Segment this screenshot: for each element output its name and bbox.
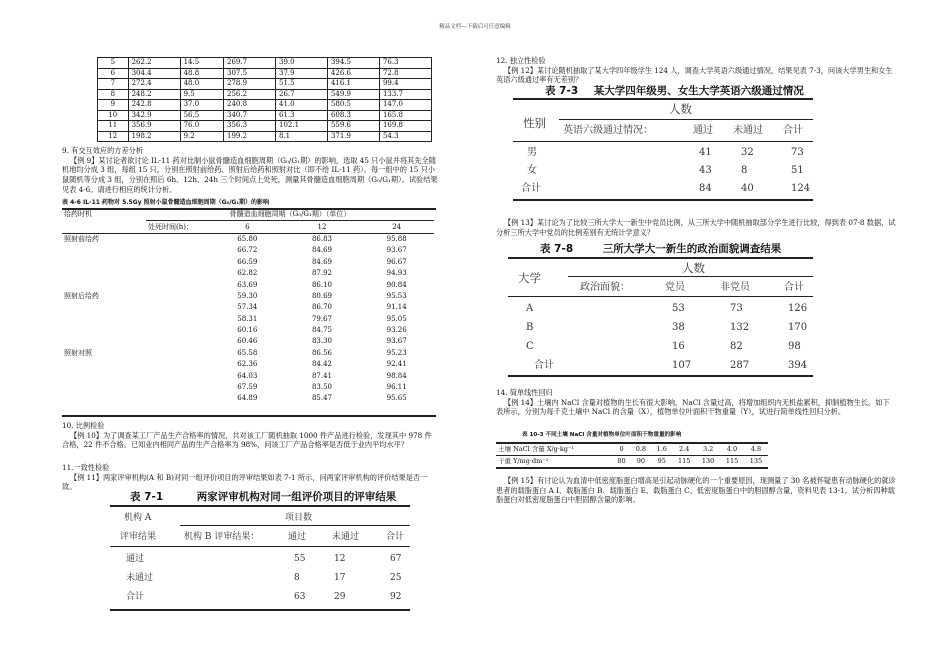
table-10-3-row-label: 干重 Y/mg·dm⁻² xyxy=(498,457,549,466)
table-cell: 62.82 xyxy=(237,269,258,278)
spacer-cell xyxy=(146,348,210,359)
table-cell: 57.34 xyxy=(237,303,258,312)
table-cell: 51.5 xyxy=(275,79,327,90)
table-7-8-cell: 73 xyxy=(730,303,743,314)
section-9-paragraph: 【例 9】某讨论者欲讨论 IL-11 药对比制小鼠骨髓造血细胞周期（G₀/G₁期）的影响，选取 45 只小鼠并将其先全随机地均分成 3 组，每组 15 只，分别在照射前给药、照射后给药和照射对比（即不给 IL-11 药）。每一组中的 15 只小鼠随机等分成 3 组，分别在照后 6h、12h、24h 三个时间点上处死，测量其骨髓造血细胞周期（G₀/G₁期）。试验结果见表 4-6。请进行相应的统计分析。 xyxy=(62,155,438,194)
table-cell: 83.50 xyxy=(311,383,332,392)
table-10-3-cell: 135 xyxy=(749,457,763,466)
table-cell: 133.7 xyxy=(379,89,431,100)
table-7-1-col: 通过 xyxy=(288,532,307,542)
table-10-3 xyxy=(496,444,768,467)
spacer-cell xyxy=(146,336,210,347)
group-label-empty xyxy=(62,359,146,370)
table-cell: 240.8 xyxy=(224,100,276,111)
section-14 xyxy=(496,388,896,417)
group-label: 照射前给药 xyxy=(64,234,99,243)
spacer-cell xyxy=(146,314,210,325)
table-7-8-cell: 287 xyxy=(730,360,750,371)
section-14-title: 14. 简单线性回归 xyxy=(496,388,553,397)
table-cell: 80.69 xyxy=(311,291,332,300)
table-10-3-cell: 0 xyxy=(619,445,624,454)
table-cell: 8 xyxy=(98,89,129,100)
table-10-3-row-label: 土壤 NaCl 含量 X/g·kg⁻¹ xyxy=(498,445,574,454)
table-10-3-cell: 115 xyxy=(677,457,691,466)
table-cell: 85.47 xyxy=(311,394,332,403)
table-10-3-cell: 80 xyxy=(617,457,626,466)
table-cell: 83.30 xyxy=(311,337,332,346)
spacer-cell xyxy=(146,302,210,313)
section-11-title: 11.一致性检验 xyxy=(62,463,110,472)
table-row xyxy=(98,79,432,90)
table-7-8-row-label: A xyxy=(526,303,534,314)
spacer-cell xyxy=(146,268,210,279)
table-row xyxy=(98,121,432,132)
table-7-8-cell: 132 xyxy=(730,322,750,333)
section-11 xyxy=(62,463,438,492)
table-4-6-time: 24 xyxy=(392,222,402,231)
section-9-title: 9. 有交互效应的方差分析 xyxy=(62,146,144,155)
table-7-8-cell: 16 xyxy=(672,341,685,352)
table-cell: 86.70 xyxy=(311,303,332,312)
table-cell: 9.2 xyxy=(180,131,223,142)
table-row xyxy=(98,110,432,121)
table-cell: 342.9 xyxy=(128,110,180,121)
table-cell: 76.0 xyxy=(180,121,223,132)
table-cell: 59.30 xyxy=(237,291,258,300)
table-cell: 549.9 xyxy=(327,89,379,100)
table-cell: 61.3 xyxy=(275,110,327,121)
table-7-1-cell: 63 xyxy=(294,592,306,602)
table-cell: 76.3 xyxy=(379,58,431,69)
table-cell: 95.05 xyxy=(386,314,407,323)
table-row xyxy=(98,68,432,79)
table-cell: 84.69 xyxy=(311,246,332,255)
table-cell: 248.2 xyxy=(128,89,180,100)
table-row xyxy=(62,257,434,268)
table-cell: 199.2 xyxy=(224,131,276,142)
table-cell: 95.88 xyxy=(386,234,407,243)
table-7-1-result-head: 评审结果 xyxy=(120,532,157,542)
table-cell: 11 xyxy=(98,121,129,132)
table-cell: 54.3 xyxy=(379,131,431,142)
table-cell: 58.31 xyxy=(237,314,258,323)
table-cell: 10 xyxy=(98,110,129,121)
table-4-6-col-head: 给药时机 xyxy=(64,210,92,218)
table-cell: 96.11 xyxy=(386,383,407,392)
table-7-8-cell: 170 xyxy=(788,322,808,333)
spacer-cell xyxy=(146,393,210,404)
table-4-6-time-label: 处死时间(h)： xyxy=(148,222,193,231)
section-9 xyxy=(62,146,438,195)
table-cell: 559.6 xyxy=(327,121,379,132)
table-cell: 39.0 xyxy=(275,58,327,69)
table-7-3-cell: 41 xyxy=(699,147,712,158)
table-7-1 xyxy=(110,505,410,613)
table-cell: 426.6 xyxy=(327,68,379,79)
table-7-1-cell: 17 xyxy=(334,573,346,583)
table-cell: 86.83 xyxy=(311,234,332,243)
table-10-3-cell: 2.4 xyxy=(679,445,690,454)
table-7-3-cell: 32 xyxy=(741,147,754,158)
table-7-3-row-label: 男 xyxy=(527,147,537,158)
section-15-paragraph: 【例 15】有讨论认为血清中低密度脂蛋白增高是引起动脉硬化的一个重要原因，现测量了 30 名被怀疑患有动脉硬化的就诊患者的载脂蛋白 A Ⅰ、载脂蛋白 B、载脂蛋白 E、载脂蛋白 C、低密度脂蛋白中的胆固醇含量，资料见表 13-1。试分析四种载脂蛋白对低密度脂蛋白中胆固醇含量的影响。 xyxy=(496,476,896,505)
table-cell: 8.1 xyxy=(275,131,327,142)
table-cell: 307.5 xyxy=(224,68,276,79)
table-10-3-cell: 1.6 xyxy=(656,445,667,454)
table-row xyxy=(62,291,434,302)
table-10-3-cell: 0.8 xyxy=(635,445,647,454)
table-7-1-row-label: 未通过 xyxy=(126,573,154,583)
table-7-8-cell: 98 xyxy=(788,341,801,352)
table-10-3-caption: 表 10-3 不同土壤 NaCl 含量对植物单位叶面积干物重量的影响 xyxy=(522,432,682,438)
table-cell: 93.67 xyxy=(386,246,407,255)
table-cell: 340.7 xyxy=(224,110,276,121)
table-7-8-cell: 38 xyxy=(672,322,685,333)
table-10-3-cell: 90 xyxy=(636,457,646,466)
table-row xyxy=(62,233,434,245)
table-cell: 86.56 xyxy=(311,348,332,357)
table-cell: 304.4 xyxy=(128,68,180,79)
table-7-8-row-label: B xyxy=(526,322,534,333)
table-cell: 580.5 xyxy=(327,100,379,111)
table-cell: 371.9 xyxy=(327,131,379,142)
spacer-cell xyxy=(146,382,210,393)
group-label-empty xyxy=(62,370,146,381)
section-10-title: 10. 比例检验 xyxy=(62,421,105,430)
group-label: 照射对照 xyxy=(64,348,92,357)
table-7-1-caption-text: 两家评审机构对同一组评价项目的评审结果 xyxy=(196,491,397,503)
section-12-title: 12. 独立性检验 xyxy=(496,56,546,65)
section-13 xyxy=(496,218,896,237)
table-7-3-gender: 性别 xyxy=(523,116,546,130)
table-7-3-cell: 51 xyxy=(791,165,804,176)
table-cell: 72.8 xyxy=(379,68,431,79)
table-cell: 65.80 xyxy=(237,234,258,243)
table-cell: 93.67 xyxy=(386,337,407,346)
table-row xyxy=(62,302,434,313)
table-cell: 79.67 xyxy=(311,314,332,323)
table-cell: 94.93 xyxy=(386,269,407,278)
table-7-1-items: 项目数 xyxy=(285,513,313,523)
table-10-3-cell: 4.8 xyxy=(750,445,762,454)
spacer-cell xyxy=(146,279,210,290)
table-cell: 7 xyxy=(98,79,129,90)
table-cell: 95.23 xyxy=(386,348,407,357)
table-cell: 92.41 xyxy=(386,360,407,369)
table-cell: 416.1 xyxy=(327,79,379,90)
table-cell: 269.7 xyxy=(224,58,276,69)
table-7-1-col: 未通过 xyxy=(332,532,360,542)
spacer-cell xyxy=(146,245,210,256)
table-7-8-cell: 394 xyxy=(788,360,808,371)
table-cell: 99.4 xyxy=(379,79,431,90)
table-cell: 147.0 xyxy=(379,100,431,111)
section-14-paragraph: 【例 14】土壤内 NaCl 含量对植物的生长有很大影响，NaCl 含量过高，将增加组织内无机盐累积，抑制植物生长。如下表所示，分别为每千克土壤中 NaCl 的含量（X），植物单位叶面积干物重量（Y），试进行简单线性回归分析。 xyxy=(496,397,890,417)
table-7-8-univ: 大学 xyxy=(518,271,541,285)
table-row xyxy=(62,336,434,347)
table-cell: 169.8 xyxy=(379,121,431,132)
table-7-1-col: 合计 xyxy=(386,532,405,542)
table-7-1-caption-num: 表 7-1 xyxy=(130,491,164,503)
table-cell: 64.89 xyxy=(237,394,258,403)
table-7-1-row-label: 合计 xyxy=(126,592,145,602)
table-7-1-cell: 67 xyxy=(390,554,402,564)
table-row xyxy=(62,314,434,325)
spacer-cell xyxy=(146,359,210,370)
table-cell: 102.1 xyxy=(275,121,327,132)
table-row xyxy=(98,131,432,142)
table-row xyxy=(496,444,768,456)
table-4-6-time: 6 xyxy=(245,222,250,231)
table-cell: 48.0 xyxy=(180,79,223,90)
spacer-cell xyxy=(146,291,210,302)
table-cell: 41.0 xyxy=(275,100,327,111)
table-cell: 65.58 xyxy=(237,348,258,357)
section-10-paragraph: 【例 10】为了调查某工厂产品生产合格率的情况，共对该工厂随机抽取 1000 件产品进行检验，发现其中 978 件合格，22 件不合格。已知业内相同产品的生产合格率为 98%，问该工厂产品合格率是否低于业内平均水平？ xyxy=(62,430,432,450)
top-data-table xyxy=(97,57,432,142)
group-label-empty xyxy=(62,268,146,279)
table-7-3-col: 未通过 xyxy=(733,125,763,136)
table-cell: 256.2 xyxy=(224,89,276,100)
table-row xyxy=(62,325,434,336)
table-7-8-caption-text: 三所大学大一新生的政治面貌调查结果 xyxy=(602,243,782,255)
table-7-3-cell: 40 xyxy=(741,183,754,194)
table-cell: 84.69 xyxy=(311,257,332,266)
section-10 xyxy=(62,421,438,450)
table-cell: 37.9 xyxy=(275,68,327,79)
table-cell: 95.53 xyxy=(386,291,407,300)
table-row xyxy=(496,456,768,468)
table-row xyxy=(98,100,432,111)
table-cell: 394.5 xyxy=(327,58,379,69)
table-row xyxy=(98,89,432,100)
table-cell: 84.42 xyxy=(311,360,332,369)
table-7-8 xyxy=(508,257,813,379)
table-7-1-row-label: 通过 xyxy=(126,554,145,564)
table-7-8-col: 非党员 xyxy=(720,282,750,293)
table-cell: 60.16 xyxy=(237,326,258,335)
section-12 xyxy=(496,56,896,85)
table-cell: 6 xyxy=(98,68,129,79)
table-cell: 86.10 xyxy=(311,280,332,289)
table-7-3-col: 通过 xyxy=(693,125,713,136)
table-cell: 356.3 xyxy=(224,121,276,132)
table-7-8-col: 党员 xyxy=(665,282,685,293)
table-cell: 64.03 xyxy=(237,371,258,380)
spacer-cell xyxy=(146,257,210,268)
table-7-8-caption xyxy=(540,242,781,256)
table-cell: 87.41 xyxy=(311,371,332,380)
table-cell: 48.8 xyxy=(180,68,223,79)
table-4-6-time: 12 xyxy=(317,222,327,231)
table-7-1-cell: 29 xyxy=(334,592,346,602)
table-cell: 608.3 xyxy=(327,110,379,121)
table-row xyxy=(98,58,432,69)
table-7-3-cell: 8 xyxy=(741,165,748,176)
table-row xyxy=(62,359,434,370)
section-15 xyxy=(496,476,896,505)
table-7-3-caption xyxy=(545,84,804,98)
table-7-3-cell: 43 xyxy=(699,165,712,176)
table-cell: 5 xyxy=(98,58,129,69)
table-7-1-cell: 12 xyxy=(334,554,346,564)
table-cell: 63.69 xyxy=(237,280,258,289)
table-cell: 272.4 xyxy=(128,79,180,90)
table-cell: 84.75 xyxy=(311,326,332,335)
table-row xyxy=(62,279,434,290)
table-cell: 67.59 xyxy=(237,383,258,392)
table-7-1-b-head: 机构 B 评审结果： xyxy=(184,532,260,542)
table-10-3-cell: 115 xyxy=(725,457,739,466)
table-cell: 14.5 xyxy=(180,58,223,69)
table-7-8-cell: 126 xyxy=(788,303,808,314)
table-cell: 242.8 xyxy=(128,100,180,111)
table-row xyxy=(62,245,434,256)
table-cell: 87.92 xyxy=(311,269,332,278)
table-7-8-cell: 107 xyxy=(672,360,692,371)
table-7-1-cell: 8 xyxy=(294,573,300,583)
table-cell: 93.26 xyxy=(386,326,407,335)
group-label-empty xyxy=(62,279,146,290)
table-7-1-cell: 25 xyxy=(390,573,402,583)
group-label-empty xyxy=(62,314,146,325)
table-7-3-col: 合计 xyxy=(783,125,803,136)
table-cell: 356.9 xyxy=(128,121,180,132)
table-cell: 66.72 xyxy=(237,246,258,255)
table-7-3 xyxy=(513,98,813,202)
table-7-3-cell: 84 xyxy=(699,183,712,194)
table-7-3-row-label: 女 xyxy=(527,165,537,176)
group-label-empty xyxy=(62,325,146,336)
table-cell: 66.59 xyxy=(237,257,258,266)
table-7-1-cell: 92 xyxy=(390,592,402,602)
group-label-empty xyxy=(62,302,146,313)
table-cell: 98.84 xyxy=(386,371,407,380)
table-row xyxy=(62,393,434,404)
table-cell: 278.9 xyxy=(224,79,276,90)
table-7-8-pol: 政治面貌： xyxy=(580,282,630,293)
table-7-3-caption-text: 某大学四年级男、女生大学英语六级通过情况 xyxy=(593,85,804,97)
table-cell: 95.65 xyxy=(386,394,407,403)
table-7-8-row-label: 合计 xyxy=(534,360,554,371)
spacer-cell xyxy=(146,325,210,336)
table-row xyxy=(62,370,434,381)
group-label-empty xyxy=(62,336,146,347)
section-12-paragraph: 【例 12】某讨论随机抽取了某大学四年级学生 124 人，调查大学英语六级通过情况，结果见表 7-3，问该大学男生和女生英语六级通过率有无差别？ xyxy=(496,65,893,85)
table-10-3-cell: 4.0 xyxy=(726,445,738,454)
table-7-3-cell: 124 xyxy=(791,183,811,194)
table-7-8-cell: 53 xyxy=(672,303,685,314)
table-4-6-col-group: 骨髓造血细胞周期（G₀/G₁期）（单位） xyxy=(146,209,434,221)
table-cell: 91.14 xyxy=(386,303,407,312)
table-4-6 xyxy=(62,209,434,405)
table-7-8-caption-num: 表 7-8 xyxy=(540,243,574,255)
table-7-1-caption xyxy=(130,490,396,504)
table-7-8-people: 人数 xyxy=(682,261,705,275)
table-cell: 26.7 xyxy=(275,89,327,100)
table-7-3-cell: 73 xyxy=(791,147,804,158)
table-cell: 56.5 xyxy=(180,110,223,121)
table-7-8-cell: 82 xyxy=(730,341,743,352)
table-4-6-caption: 表 4-6 IL-11 药物对 5.5Gy 照射小鼠骨髓造血细胞周期（G₀/G₁期）的影响 xyxy=(62,199,269,206)
spacer-cell xyxy=(146,370,210,381)
table-7-3-row-label: 合计 xyxy=(521,183,541,194)
table-7-3-caption-num: 表 7-3 xyxy=(545,85,579,97)
group-label-empty xyxy=(62,393,146,404)
table-7-3-status: 英语六级通过情况： xyxy=(563,125,653,136)
table-10-3-cell: 95 xyxy=(657,457,666,466)
table-cell: 262.2 xyxy=(128,58,180,69)
table-cell: 37.0 xyxy=(180,100,223,111)
table-cell: 60.46 xyxy=(237,337,258,346)
table-cell: 9.5 xyxy=(180,89,223,100)
table-7-8-row-label: C xyxy=(526,341,534,352)
group-label-empty xyxy=(62,245,146,256)
table-7-8-col: 合计 xyxy=(784,282,804,293)
table-cell: 198.2 xyxy=(128,131,180,142)
table-cell: 165.8 xyxy=(379,110,431,121)
section-13-paragraph: 【例 13】某讨论为了比较三所大学大一新生中党员比例，从三所大学中随机抽取部分学生进行比较，得到表 07-8 数据，试分析三所大学中党员的比例差别有无统计学意义？ xyxy=(496,218,896,237)
table-cell: 90.84 xyxy=(386,280,407,289)
table-cell: 62.36 xyxy=(237,360,258,369)
group-label-empty xyxy=(62,257,146,268)
page-header: 精品文档---下载后可任意编辑 xyxy=(439,24,511,30)
table-row xyxy=(62,348,434,359)
table-10-3-cell: 130 xyxy=(701,457,715,466)
table-7-1-org-a: 机构 A xyxy=(124,513,152,523)
table-row xyxy=(62,382,434,393)
table-row xyxy=(62,268,434,279)
table-cell: 9 xyxy=(98,100,129,111)
table-7-1-cell: 55 xyxy=(294,554,306,564)
table-cell: 96.67 xyxy=(386,257,407,266)
section-11-paragraph: 【例 11】两家评审机构(A 和 B)对同一组评价项目的评审结果如表 7-1 所示，问两家评审机构的评价结果是否一致。 xyxy=(62,472,428,492)
group-label-empty xyxy=(62,382,146,393)
table-cell: 12 xyxy=(98,131,129,142)
table-10-3-cell: 3.2 xyxy=(702,445,714,454)
spacer-cell xyxy=(146,233,210,245)
group-label: 照射后给药 xyxy=(64,291,99,300)
table-7-3-people: 人数 xyxy=(669,102,692,116)
